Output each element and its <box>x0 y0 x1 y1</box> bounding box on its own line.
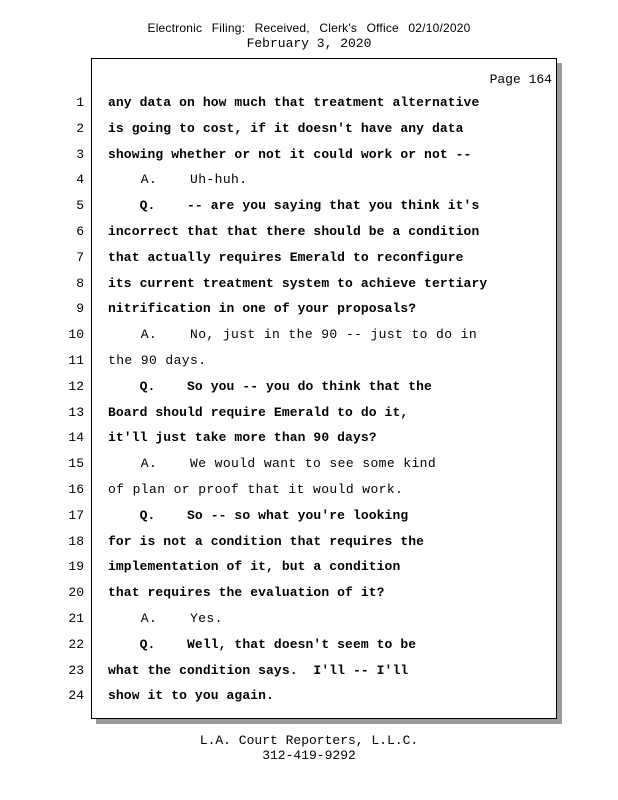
line-text: is going to cost, if it doesn't have any data <box>108 120 464 136</box>
transcript-line <box>0 327 618 349</box>
line-text: that actually requires Emerald to reconfigure <box>108 249 464 265</box>
transcript-line <box>0 663 618 685</box>
line-number: 2 <box>76 120 84 136</box>
line-text: A. Yes. <box>108 611 223 626</box>
transcript-line <box>0 224 618 246</box>
line-text: its current treatment system to achieve tertiary <box>108 275 488 291</box>
line-number: 4 <box>76 172 84 188</box>
transcript-line <box>0 198 618 220</box>
line-number: 3 <box>76 146 84 162</box>
line-number: 9 <box>76 301 84 317</box>
court-reporter-name: L.A. Court Reporters, L.L.C. <box>199 733 419 748</box>
line-text: Q. So -- so what you're looking <box>108 507 409 523</box>
line-text: it'll just take more than 90 days? <box>108 430 377 446</box>
transcript-line <box>0 585 618 607</box>
line-number: 20 <box>68 585 84 601</box>
transcript-date: February 3, 2020 <box>246 36 372 51</box>
line-number: 10 <box>68 327 84 343</box>
line-number: 19 <box>68 559 84 575</box>
line-number: 21 <box>68 611 84 626</box>
line-number: 18 <box>68 533 84 549</box>
transcript-line <box>0 611 618 633</box>
transcript-line <box>0 430 618 452</box>
line-text: implementation of it, but a condition <box>108 559 401 575</box>
line-text: Q. So you -- you do think that the <box>108 378 432 394</box>
transcript-line <box>0 637 618 659</box>
line-text: of plan or proof that it would work. <box>108 482 404 497</box>
transcript-line <box>0 456 618 478</box>
line-number: 22 <box>68 636 84 652</box>
line-text: any data on how much that treatment alternative <box>108 95 480 110</box>
line-text: what the condition says. I'll -- I'll <box>108 662 409 678</box>
line-text: nitrification in one of your proposals? <box>108 301 417 317</box>
transcript-line <box>0 688 618 710</box>
transcript-line <box>0 276 618 298</box>
transcript-line <box>0 353 618 375</box>
line-number: 1 <box>76 95 84 110</box>
transcript-line <box>0 559 618 581</box>
line-number: 11 <box>68 353 84 368</box>
transcript-line <box>0 121 618 143</box>
transcript-line <box>0 301 618 323</box>
line-text: incorrect that that there should be a condition <box>108 224 480 239</box>
line-text: Q. -- are you saying that you think it's <box>108 198 480 214</box>
line-number: 17 <box>68 507 84 523</box>
line-text: the 90 days. <box>108 353 207 368</box>
page-number: Page 164 <box>489 72 552 87</box>
line-number: 7 <box>76 249 84 265</box>
line-text: showing whether or not it could work or not -- <box>108 146 472 162</box>
line-number: 23 <box>68 662 84 678</box>
line-number: 8 <box>76 275 84 291</box>
transcript-line <box>0 482 618 504</box>
transcript-line <box>0 379 618 401</box>
line-number: 13 <box>68 404 84 420</box>
transcript-line <box>0 95 618 117</box>
line-text: A. Uh-huh. <box>108 172 248 188</box>
court-reporter-phone: 312-419-9292 <box>262 748 356 763</box>
transcript-line <box>0 250 618 272</box>
line-number: 6 <box>76 224 84 239</box>
line-number: 5 <box>76 198 84 214</box>
transcript-line <box>0 405 618 427</box>
transcript-line <box>0 147 618 169</box>
line-text: Board should require Emerald to do it, <box>108 404 409 420</box>
filing-stamp: Electronic Filing: Received, Clerk's Office 02/10/2020 <box>147 21 471 35</box>
line-text: A. No, just in the 90 -- just to do in <box>108 327 478 343</box>
line-text: for is not a condition that requires the <box>108 533 425 549</box>
line-number: 12 <box>68 378 84 394</box>
transcript-line <box>0 534 618 556</box>
line-number: 15 <box>68 456 84 472</box>
line-text: Q. Well, that doesn't seem to be <box>108 636 417 652</box>
transcript-line <box>0 508 618 530</box>
line-text: A. We would want to see some kind <box>108 456 437 472</box>
transcript-line <box>0 172 618 194</box>
line-text: that requires the evaluation of it? <box>108 585 385 601</box>
line-text: show it to you again. <box>108 688 274 704</box>
line-number: 14 <box>68 430 84 446</box>
line-number: 16 <box>68 482 84 497</box>
line-number: 24 <box>68 688 84 704</box>
